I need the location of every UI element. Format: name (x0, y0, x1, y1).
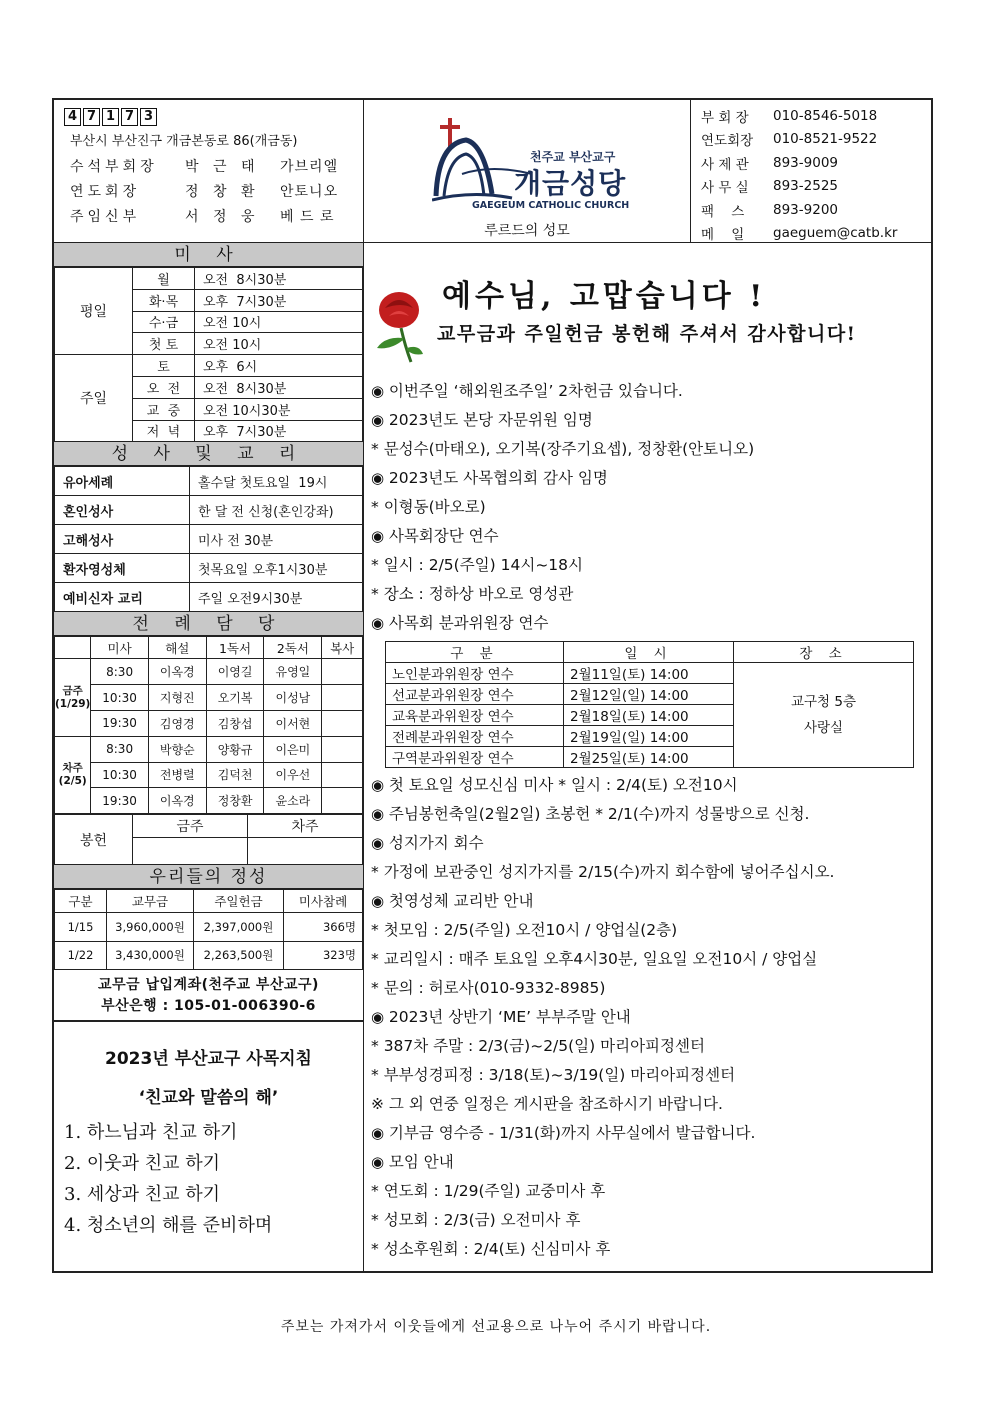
notice-heading: ◉ 사목회장단 연수 (371, 522, 929, 551)
table-row (55, 467, 363, 496)
notice-heading: ◉ 기부금 영수증 - 1/31(화)까지 사무실에서 발급합니다. (371, 1119, 929, 1148)
sacrament-time: 첫목요일 오후1시30분 (190, 554, 363, 583)
cell: 김창섭 (206, 710, 264, 736)
notice-item: * 가정에 보관중인 성지가지를 2/15(수)까지 회수함에 넣어주십시오. (371, 858, 929, 887)
zip-digit: 7 (83, 108, 100, 126)
zip-digit: 1 (102, 108, 119, 126)
mass-table (54, 267, 363, 442)
zip-digit: 4 (64, 108, 81, 126)
cell (322, 736, 363, 762)
guideline-title: 2023년 부산교구 사목지침 (105, 1049, 312, 1070)
next-week-cell (248, 838, 363, 865)
notice-heading: ◉ 첫 토요일 성모신심 미사 * 일시 : 2/4(토) 오전10시 (371, 771, 929, 800)
this-week-header: 금주 (133, 815, 248, 838)
mass-day: 화·목 (133, 289, 195, 311)
sacraments-title: 성 사 및 교 리 (54, 442, 363, 466)
contact-value: gaeguem@catb.kr (773, 225, 898, 242)
account-number: 부산은행 : 105-01-006390-6 (101, 998, 316, 1015)
column-header: 장 소 (734, 642, 914, 663)
notice-heading: ◉ 첫영성체 교리반 안내 (371, 887, 929, 916)
lourdes-caption: 루르드의 성모 (484, 223, 570, 239)
notice-heading: ◉ 주님봉헌축일(2월2일) 초봉헌 * 2/1(수)까지 성물방으로 신청. (371, 800, 929, 829)
column-header: 2독서 (264, 637, 322, 659)
cell: 2월11일(토) 14:00 (564, 663, 734, 684)
mass-time: 오전 10시 (195, 333, 363, 355)
table-row (55, 815, 363, 838)
sacraments-table (54, 466, 363, 612)
contact-value: 010-8521-9522 (773, 131, 878, 148)
zip-digit: 7 (121, 108, 138, 126)
cell: 19:30 (91, 788, 149, 814)
rose-icon (371, 288, 427, 363)
table-row (55, 736, 363, 762)
mass-day: 월 (133, 268, 195, 290)
cell: 이옥경 (148, 659, 206, 685)
contact-key: 연도회장 (701, 133, 754, 150)
staff-role: 수석부회장 (70, 159, 158, 175)
contact-value: 893-9009 (773, 154, 838, 171)
zip-digit: 3 (140, 108, 157, 126)
cell: 지형진 (148, 685, 206, 711)
cell: 김덕천 (206, 762, 264, 788)
notice-item: * 일시 : 2/5(주일) 14시~18시 (371, 551, 929, 580)
zip-code (64, 108, 353, 126)
staff-role: 연도회장 (70, 184, 141, 200)
cell: 전병렬 (148, 762, 206, 788)
mass-day: 저 녁 (133, 420, 195, 442)
cell (322, 710, 363, 736)
logo-english: GAEGEUM CATHOLIC CHURCH (472, 200, 630, 211)
contact-key: 사 무 실 (701, 180, 749, 197)
table-row (55, 941, 363, 970)
table-row (55, 659, 363, 685)
cell: 전례분과위원장 연수 (386, 726, 564, 747)
week-label: 차주(2/5) (55, 736, 91, 813)
contributions-table (54, 889, 363, 970)
cell: 2월25일(토) 14:00 (564, 747, 734, 768)
cell: 김영경 (148, 710, 206, 736)
sacrament-name: 혼인성사 (55, 496, 190, 525)
cell: 8:30 (91, 736, 149, 762)
staff-name: 서 정 웅 (185, 209, 260, 225)
guideline-item: 3. 세상과 친교 하기 (64, 1184, 221, 1206)
left-column (54, 243, 364, 1273)
cell: 정창환 (206, 788, 264, 814)
pastoral-guideline (54, 1022, 363, 1257)
notice-heading: ◉ 이번주일 ‘해외원조주일’ 2차헌금 있습니다. (371, 377, 929, 406)
table-row (55, 583, 363, 612)
cell: 박향순 (148, 736, 206, 762)
table-header-row (55, 637, 363, 659)
cell: 2,397,000원 (194, 913, 284, 942)
notice-item: * 성모회 : 2/3(금) 오전미사 후 (371, 1206, 929, 1235)
mass-day: 첫 토 (133, 333, 195, 355)
mass-time: 오전 10시30분 (195, 398, 363, 420)
cell: 이은미 (264, 736, 322, 762)
this-week-cell (133, 838, 248, 865)
table-row (55, 268, 363, 290)
notice-heading: ◉ 2023년 상반기 ‘ME’ 부부주말 안내 (371, 1003, 929, 1032)
cell: 10:30 (91, 762, 149, 788)
mass-time: 오후 7시30분 (195, 420, 363, 442)
corner-cell (55, 637, 91, 659)
table-row (55, 762, 363, 788)
cell: 선교분과위원장 연수 (386, 684, 564, 705)
sacrament-time: 주일 오전9시30분 (190, 583, 363, 612)
cell (322, 659, 363, 685)
notice-note: ※ 그 외 연중 일정은 게시판을 참조하시기 바랍니다. (371, 1090, 929, 1119)
staff-role: 주임신부 (70, 209, 141, 225)
next-week-header: 차주 (248, 815, 363, 838)
cell: 366명 (284, 913, 363, 942)
table-row (55, 788, 363, 814)
mass-time: 오전 10시 (195, 311, 363, 333)
staff-row (70, 181, 353, 199)
cell (322, 788, 363, 814)
column-header: 구분 (55, 890, 107, 913)
cell: 교육분과위원장 연수 (386, 705, 564, 726)
liturgy-title: 전 례 담 당 (54, 612, 363, 636)
offering-label: 봉헌 (55, 815, 133, 865)
week-label: 금주(1/29) (55, 659, 91, 736)
notice-item: * 부부성경피정 : 3/18(토)~3/19(일) 마리아피정센터 (371, 1061, 929, 1090)
church-logo (432, 114, 632, 224)
parish-info (54, 100, 364, 243)
table-row (55, 710, 363, 736)
column-header: 미사 (91, 637, 149, 659)
mass-day: 수·금 (133, 311, 195, 333)
committee-training-table (385, 641, 914, 768)
sacrament-name: 예비신자 교리 (55, 583, 190, 612)
mass-time: 오후 7시30분 (195, 289, 363, 311)
mass-day: 토 (133, 355, 195, 377)
account-info (54, 970, 363, 1022)
sacrament-time: 한 달 전 신청(혼인강좌) (190, 496, 363, 525)
contact-row (701, 128, 923, 152)
contact-value: 893-2525 (773, 178, 838, 195)
notice-heading: ◉ 2023년도 본당 자문위원 임명 (371, 406, 929, 435)
contact-value: 893-9200 (773, 201, 838, 218)
table-header-row (386, 642, 914, 663)
mass-time: 오전 8시30분 (195, 268, 363, 290)
staff-row (70, 206, 353, 224)
offering-duty-table (54, 814, 363, 865)
cell: 노인분과위원장 연수 (386, 663, 564, 684)
cell: 이우선 (264, 762, 322, 788)
cell: 양황규 (206, 736, 264, 762)
notice-item: * 문성수(마태오), 오기복(장주기요셉), 정창환(안토니오) (371, 435, 929, 464)
cell: 1/22 (55, 941, 107, 970)
cell: 윤소라 (264, 788, 322, 814)
cell: 이서현 (264, 710, 322, 736)
sacrament-name: 고해성사 (55, 525, 190, 554)
cell: 구역분과위원장 연수 (386, 747, 564, 768)
column-header: 미사참례 (284, 890, 363, 913)
table-header-row (55, 890, 363, 913)
notice-item: * 이형동(바오로) (371, 493, 929, 522)
mass-group: 평일 (55, 268, 133, 355)
table-row (55, 554, 363, 583)
cell: 이성남 (264, 685, 322, 711)
guideline-item: 4. 청소년의 해를 준비하며 (64, 1215, 273, 1237)
notice-heading: ◉ 모임 안내 (371, 1148, 929, 1177)
contact-list (690, 100, 933, 243)
column-header: 구 분 (386, 642, 564, 663)
footer-note: 주보는 가져가서 이웃들에게 선교용으로 나누어 주시기 바랍니다. (280, 1319, 712, 1335)
contact-key: 사 제 관 (701, 156, 749, 173)
liturgy-table (54, 636, 363, 814)
subheadline: 교무금과 주일헌금 봉헌해 주셔서 감사합니다! (437, 323, 857, 345)
mass-day: 교 중 (133, 398, 195, 420)
contributions-title: 우리들의 정성 (54, 865, 363, 889)
column-header: 복사 (322, 637, 363, 659)
mass-day: 오 전 (133, 376, 195, 398)
right-column (364, 243, 933, 1273)
contact-key: 팩 스 (701, 203, 745, 220)
cell: 323명 (284, 941, 363, 970)
sacrament-time: 홀수달 첫토요일 19시 (190, 467, 363, 496)
mass-title: 미 사 (54, 243, 363, 267)
notice-item: * 교리일시 : 매주 토요일 오후4시30분, 일요일 오전10시 / 양업실 (371, 945, 929, 974)
church-logo-area (364, 100, 690, 243)
cell: 이영길 (206, 659, 264, 685)
logo-title: 개금성당 (514, 167, 627, 200)
notice-heading: ◉ 성지가지 회수 (371, 829, 929, 858)
notice-heading: ◉ 사목회 분과위원장 연수 (371, 609, 929, 638)
contact-row (701, 198, 923, 222)
cell: 1/15 (55, 913, 107, 942)
cell: 2월19일(일) 14:00 (564, 726, 734, 747)
mass-time: 오전 8시30분 (195, 376, 363, 398)
table-row (55, 496, 363, 525)
guideline-item: 2. 이웃과 친교 하기 (64, 1153, 221, 1175)
cell: 오기복 (206, 685, 264, 711)
staff-row (70, 156, 353, 174)
cell: 2월18일(토) 14:00 (564, 705, 734, 726)
sacrament-name: 유아세례 (55, 467, 190, 496)
sacrament-name: 환자영성체 (55, 554, 190, 583)
cell: 유영일 (264, 659, 322, 685)
bulletin-frame (52, 98, 933, 1273)
cell: 2월12일(일) 14:00 (564, 684, 734, 705)
cell: 2,263,500원 (194, 941, 284, 970)
contact-value: 010-8546-5018 (773, 107, 878, 124)
table-row (55, 355, 363, 377)
cell: 3,430,000원 (107, 941, 194, 970)
contact-row (701, 175, 923, 199)
mass-time: 오후 6시 (195, 355, 363, 377)
notice-item: * 성소후원회 : 2/4(토) 신심미사 후 (371, 1235, 929, 1264)
staff-baptism: 가브리엘 (280, 159, 339, 175)
contact-key: 메 일 (701, 227, 745, 244)
cell: 8:30 (91, 659, 149, 685)
address: 부산시 부산진구 개금본동로 86(개금동) (70, 134, 298, 149)
staff-name: 정 창 환 (185, 184, 260, 200)
table-row (55, 685, 363, 711)
notice-item: * 장소 : 정하상 바오로 영성관 (371, 580, 929, 609)
place-line: 교구청 5층 (790, 694, 857, 710)
notice-item: * 연도회 : 1/29(주일) 교중미사 후 (371, 1177, 929, 1206)
column-header: 교무금 (107, 890, 194, 913)
staff-baptism: 안토니오 (280, 184, 339, 200)
mass-group: 주일 (55, 355, 133, 442)
column-header: 주일헌금 (194, 890, 284, 913)
account-line: 교무금 납입계좌(천주교 부산교구) (98, 977, 319, 994)
logo-subtitle: 천주교 부산교구 (530, 150, 616, 164)
staff-baptism: 베 드 로 (280, 209, 335, 225)
sacrament-time: 미사 전 30분 (190, 525, 363, 554)
guideline-subtitle: ‘친교와 말씀의 해’ (138, 1088, 279, 1109)
column-header: 해설 (148, 637, 206, 659)
contact-row (701, 104, 923, 128)
cell: 이옥경 (148, 788, 206, 814)
table-row (55, 913, 363, 942)
contact-key: 부 회 장 (701, 109, 749, 126)
notice-item: * 387차 주말 : 2/3(금)~2/5(일) 마리아피정센터 (371, 1032, 929, 1061)
headline: 예수님, 고맙습니다 ! (442, 279, 767, 314)
table-row (55, 525, 363, 554)
guideline-item: 1. 하느님과 친교 하기 (64, 1122, 238, 1144)
notice-list (371, 377, 929, 1264)
cell: 10:30 (91, 685, 149, 711)
place-cell (734, 663, 914, 768)
column-header: 일 시 (564, 642, 734, 663)
table-row (386, 663, 914, 684)
cell (322, 762, 363, 788)
notice-item: * 문의 : 허로사(010-9332-8985) (371, 974, 929, 1003)
notice-item: * 첫모임 : 2/5(주일) 오전10시 / 양업실(2층) (371, 916, 929, 945)
notice-heading: ◉ 2023년도 사목협의회 감사 임명 (371, 464, 929, 493)
contact-row (701, 151, 923, 175)
column-header: 1독서 (206, 637, 264, 659)
cell (322, 685, 363, 711)
place-line: 사랑실 (803, 720, 844, 736)
contact-row (701, 222, 923, 246)
cell: 3,960,000원 (107, 913, 194, 942)
staff-name: 박 근 태 (185, 159, 260, 175)
cell: 19:30 (91, 710, 149, 736)
